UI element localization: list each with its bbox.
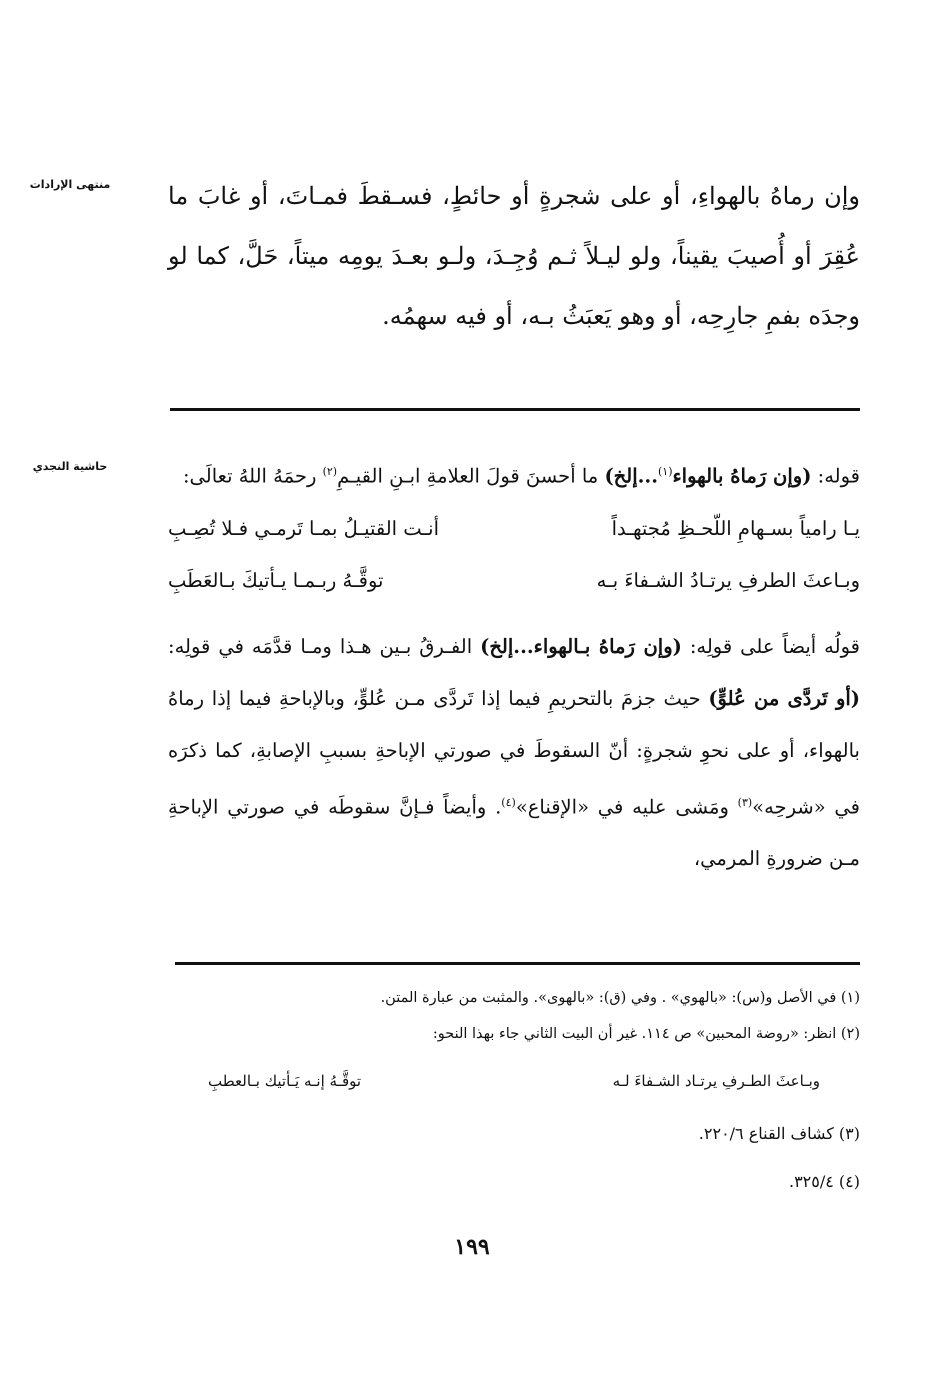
side-label-hashiya: حاشية النجدي: [32, 460, 108, 473]
commentary-paragraph-1: [168, 446, 860, 503]
page-number: ١٩٩: [454, 1234, 490, 1260]
paragraph-text: ومَشى عليه في «الإقناع»: [515, 795, 738, 818]
verse-hemistich-right: وبـاعثَ الطـرفِ يرتـاد الشـفاءَ لـه: [612, 1072, 820, 1090]
footnote-2-verse: [168, 1052, 860, 1110]
footnote-3: (٣) كشاف القناع ٢٢٠/٦.: [698, 1124, 860, 1143]
quoted-matn-end: ...إلخ): [604, 464, 658, 488]
footnote-1: (١) في الأصل و(س): «بالهوي» . وفي (ق): «بالهوى». والمثبت من عبارة المتن.: [380, 990, 860, 1006]
matn-text: وإن رماهُ بالهواءِ، أو على شجرةٍ أو حائطٍ، فسـقطَ فمـاتَ، أو غابَ ما عُقِرَ أو أُصيبَ يقيناً، ولو ليـلاً ثـم وُجِـدَ، ولـو بعـدَ يومِه ميتاً، حَلَّ، كما لو وجدَه بفمِ جارِحِه، أو وهو يَعبَثُ بـه، أو فيه سهمُه.: [168, 182, 860, 330]
quoted-matn: (وإن رَماهُ بـالهواء...إلخ): [480, 634, 682, 658]
verse-hemistich-left: أنـت القتيـلُ بمـا تَرمـي فـلا تُصِـبِ: [168, 516, 439, 540]
paragraph-text: حيث جزمَ بالتحريمِ فيما إذا تَردَّى مـن عُلوٍّ، وبالإباحةِ فيما إذا رماهُ بالهواء، أو على نحوِ شجرةٍ: أنّ السقوطَ في صورتي الإباحةِ بسببِ الإصابةِ، كما ذكرَه في «شرحِه»: [168, 686, 860, 818]
commentary-paragraph-2: [168, 621, 860, 886]
footnote-2: (٢) انظر: «روضة المحبين» ص ١١٤. غير أن البيت الثاني جاء بهذا النحو:: [432, 1026, 860, 1042]
paragraph-text: الفـرقُ بـين هـذا ومـا قدَّمَه في قولِه:: [168, 634, 481, 658]
paragraph-text: . وأيضاً فـإنَّ سقوطَه في صورتي الإباحةِ مـن ضرورةِ المرمي،: [168, 795, 860, 870]
footnote-divider: [175, 962, 860, 965]
verse-hemistich-right: وبـاعثَ الطرفِ يرتـادُ الشـفاءَ بـه: [596, 568, 860, 592]
paragraph-text: قولُه أيضاً على قولِه:: [681, 634, 860, 658]
verse-hemistich-right: يـا رامياً بسـهامِ اللّحـظِ مُجتهـداً: [611, 516, 860, 540]
paragraph-text: رحمَهُ اللهُ تعالَى:: [182, 464, 323, 488]
quoted-matn: (وإن رَماهُ بالهواء: [672, 464, 812, 488]
verse-hemistich-left: توقَّـهُ ربـمـا يـأتيكَ بـالعَطَبِ: [168, 568, 384, 592]
section-divider: [170, 408, 860, 411]
paragraph-text: قوله:: [811, 464, 860, 488]
footnote-ref-2: (٢): [322, 465, 338, 478]
footnote-ref-4: (٤): [501, 795, 516, 809]
footnote-4: (٤) ٣٢٥/٤.: [788, 1172, 860, 1191]
footnote-ref-1: (١): [657, 465, 673, 478]
poem-verse-1: [168, 503, 860, 555]
poem-verse-2: [168, 555, 860, 607]
verse-hemistich-left: توقَّـهُ إنـه يَـأتيك بـالعطبِ: [208, 1072, 362, 1090]
paragraph-text: ما أحسنَ قولَ العلامةِ ابـنِ القيـمِ: [337, 464, 605, 488]
side-label-matn: منتهى الإرادات: [29, 178, 111, 191]
footnote-ref-3: (٣): [737, 795, 753, 809]
hashiya-commentary: [168, 446, 860, 885]
quoted-matn: (أو تَردَّى من عُلوٍّ): [708, 686, 861, 710]
footnotes: [168, 980, 860, 1206]
